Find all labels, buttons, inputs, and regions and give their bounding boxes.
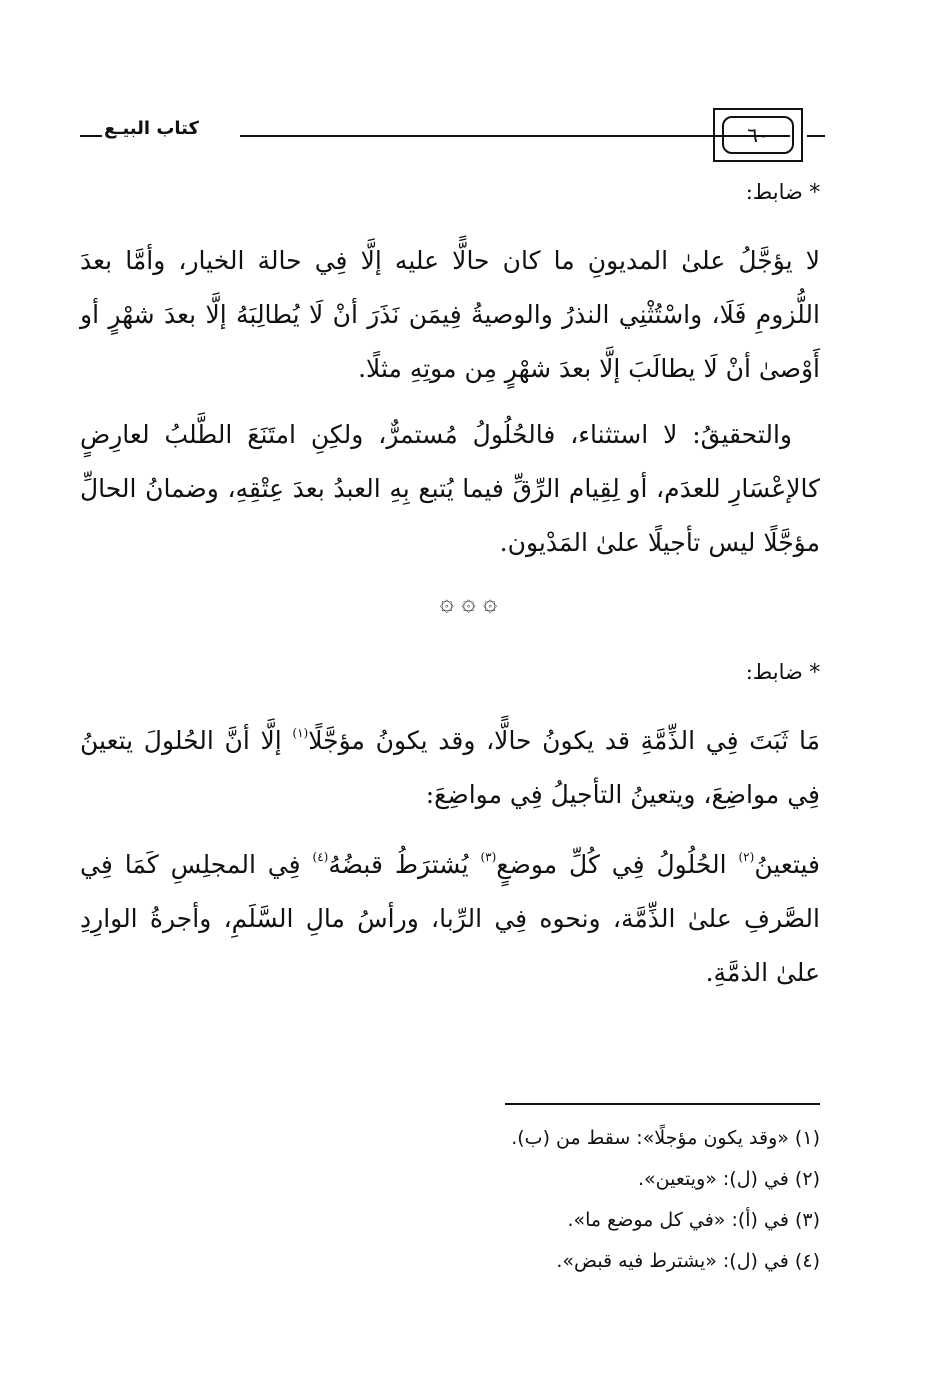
page-number-frame bbox=[713, 108, 803, 162]
footnote: (٢) في (ل): «ويتعين». bbox=[638, 1168, 820, 1190]
footnote-ref: (٢) bbox=[738, 850, 755, 864]
section-heading: * ضابط: bbox=[745, 180, 820, 204]
section-1 bbox=[80, 180, 820, 204]
footnote-ref: (١) bbox=[292, 726, 309, 740]
section-2 bbox=[80, 660, 820, 684]
paragraph-text: الحُلُولُ فِي كُلِّ موضعٍ bbox=[496, 850, 739, 879]
paragraph bbox=[80, 838, 820, 1000]
footnote-ref: (٣) bbox=[480, 850, 497, 864]
footnote-ref: (٤) bbox=[312, 850, 329, 864]
paragraph-text: فيتعينُ bbox=[754, 850, 820, 879]
header-rule bbox=[240, 135, 790, 137]
section-divider: ۞ ۞ ۞ bbox=[439, 588, 498, 616]
page-header bbox=[80, 108, 825, 164]
footnotes bbox=[300, 1118, 820, 1282]
paragraph: والتحقيقُ: لا استثناء، فالحُلُولُ مُستمرٌّ، ولكِنِ امتَنَعَ الطَّلبُ لعارِضٍ كالإعْسَارِ للعدَم، أو لِقِيام الرِّقِّ فيما يُتبع بِهِ العبدُ بعدَ عِتْقِهِ، وضمانُ الحالِّ مؤجَّلًا ليس تأجيلًا علىٰ المَدْيون. bbox=[80, 420, 820, 557]
footnote-separator bbox=[505, 1103, 820, 1105]
footnote: (٣) في (أ): «في كل موضع ما». bbox=[567, 1209, 820, 1231]
page-number: ٦٠ bbox=[722, 116, 794, 154]
section-heading: * ضابط: bbox=[745, 660, 820, 684]
section-1-paragraph-1 bbox=[80, 234, 820, 396]
section-2-paragraph-1 bbox=[80, 714, 820, 822]
paragraph: لا يؤجَّلُ علىٰ المديونِ ما كان حالًّا عليه إلَّا فِي حالة الخيار، وأمَّا بعدَ اللُّزومِ فَلَا، واسْتُثْنِي النذرُ والوصيةُ فِيمَن نَذَرَ أنْ لَا يُطالِبَهُ إلَّا بعدَ شهْرٍ أو أَوْصىٰ أنْ لَا يطالَبَ إلَّا بعدَ شهْرٍ مِن موتِهِ مثلًا. bbox=[80, 246, 820, 383]
header-rule-right bbox=[807, 135, 825, 137]
paragraph-text: فِي المجلِسِ كَمَا فِي الصَّرفِ علىٰ الذِّمَّة، ونحوه فِي الرِّبا، ورأسُ مالِ السَّلَمِ، وأجرةُ الوارِدِ علىٰ الذمَّةِ. bbox=[80, 850, 820, 987]
paragraph-text: يُشترَطُ قبضُهُ bbox=[328, 850, 481, 879]
footnote: (١) «وقد يكون مؤجلًا»: سقط من (ب). bbox=[511, 1127, 820, 1149]
book-title: كتاب البيـع bbox=[104, 118, 200, 139]
header-rule-left bbox=[80, 135, 102, 137]
section-2-paragraph-2 bbox=[80, 838, 820, 1000]
footnote: (٤) في (ل): «يشترط فيه قبض». bbox=[556, 1250, 820, 1272]
paragraph-text: مَا ثَبَتَ فِي الذِّمَّةِ قد يكونُ حالًّا، وقد يكونُ مؤجَّلًا bbox=[308, 726, 820, 755]
paragraph bbox=[80, 714, 820, 822]
paragraph-text: إلَّا أنَّ الحُلولَ يتعينُ فِي مواضِعَ، ويتعينُ التأجيلُ فِي مواضِعَ: bbox=[80, 726, 820, 809]
section-1-paragraph-2 bbox=[80, 408, 820, 570]
